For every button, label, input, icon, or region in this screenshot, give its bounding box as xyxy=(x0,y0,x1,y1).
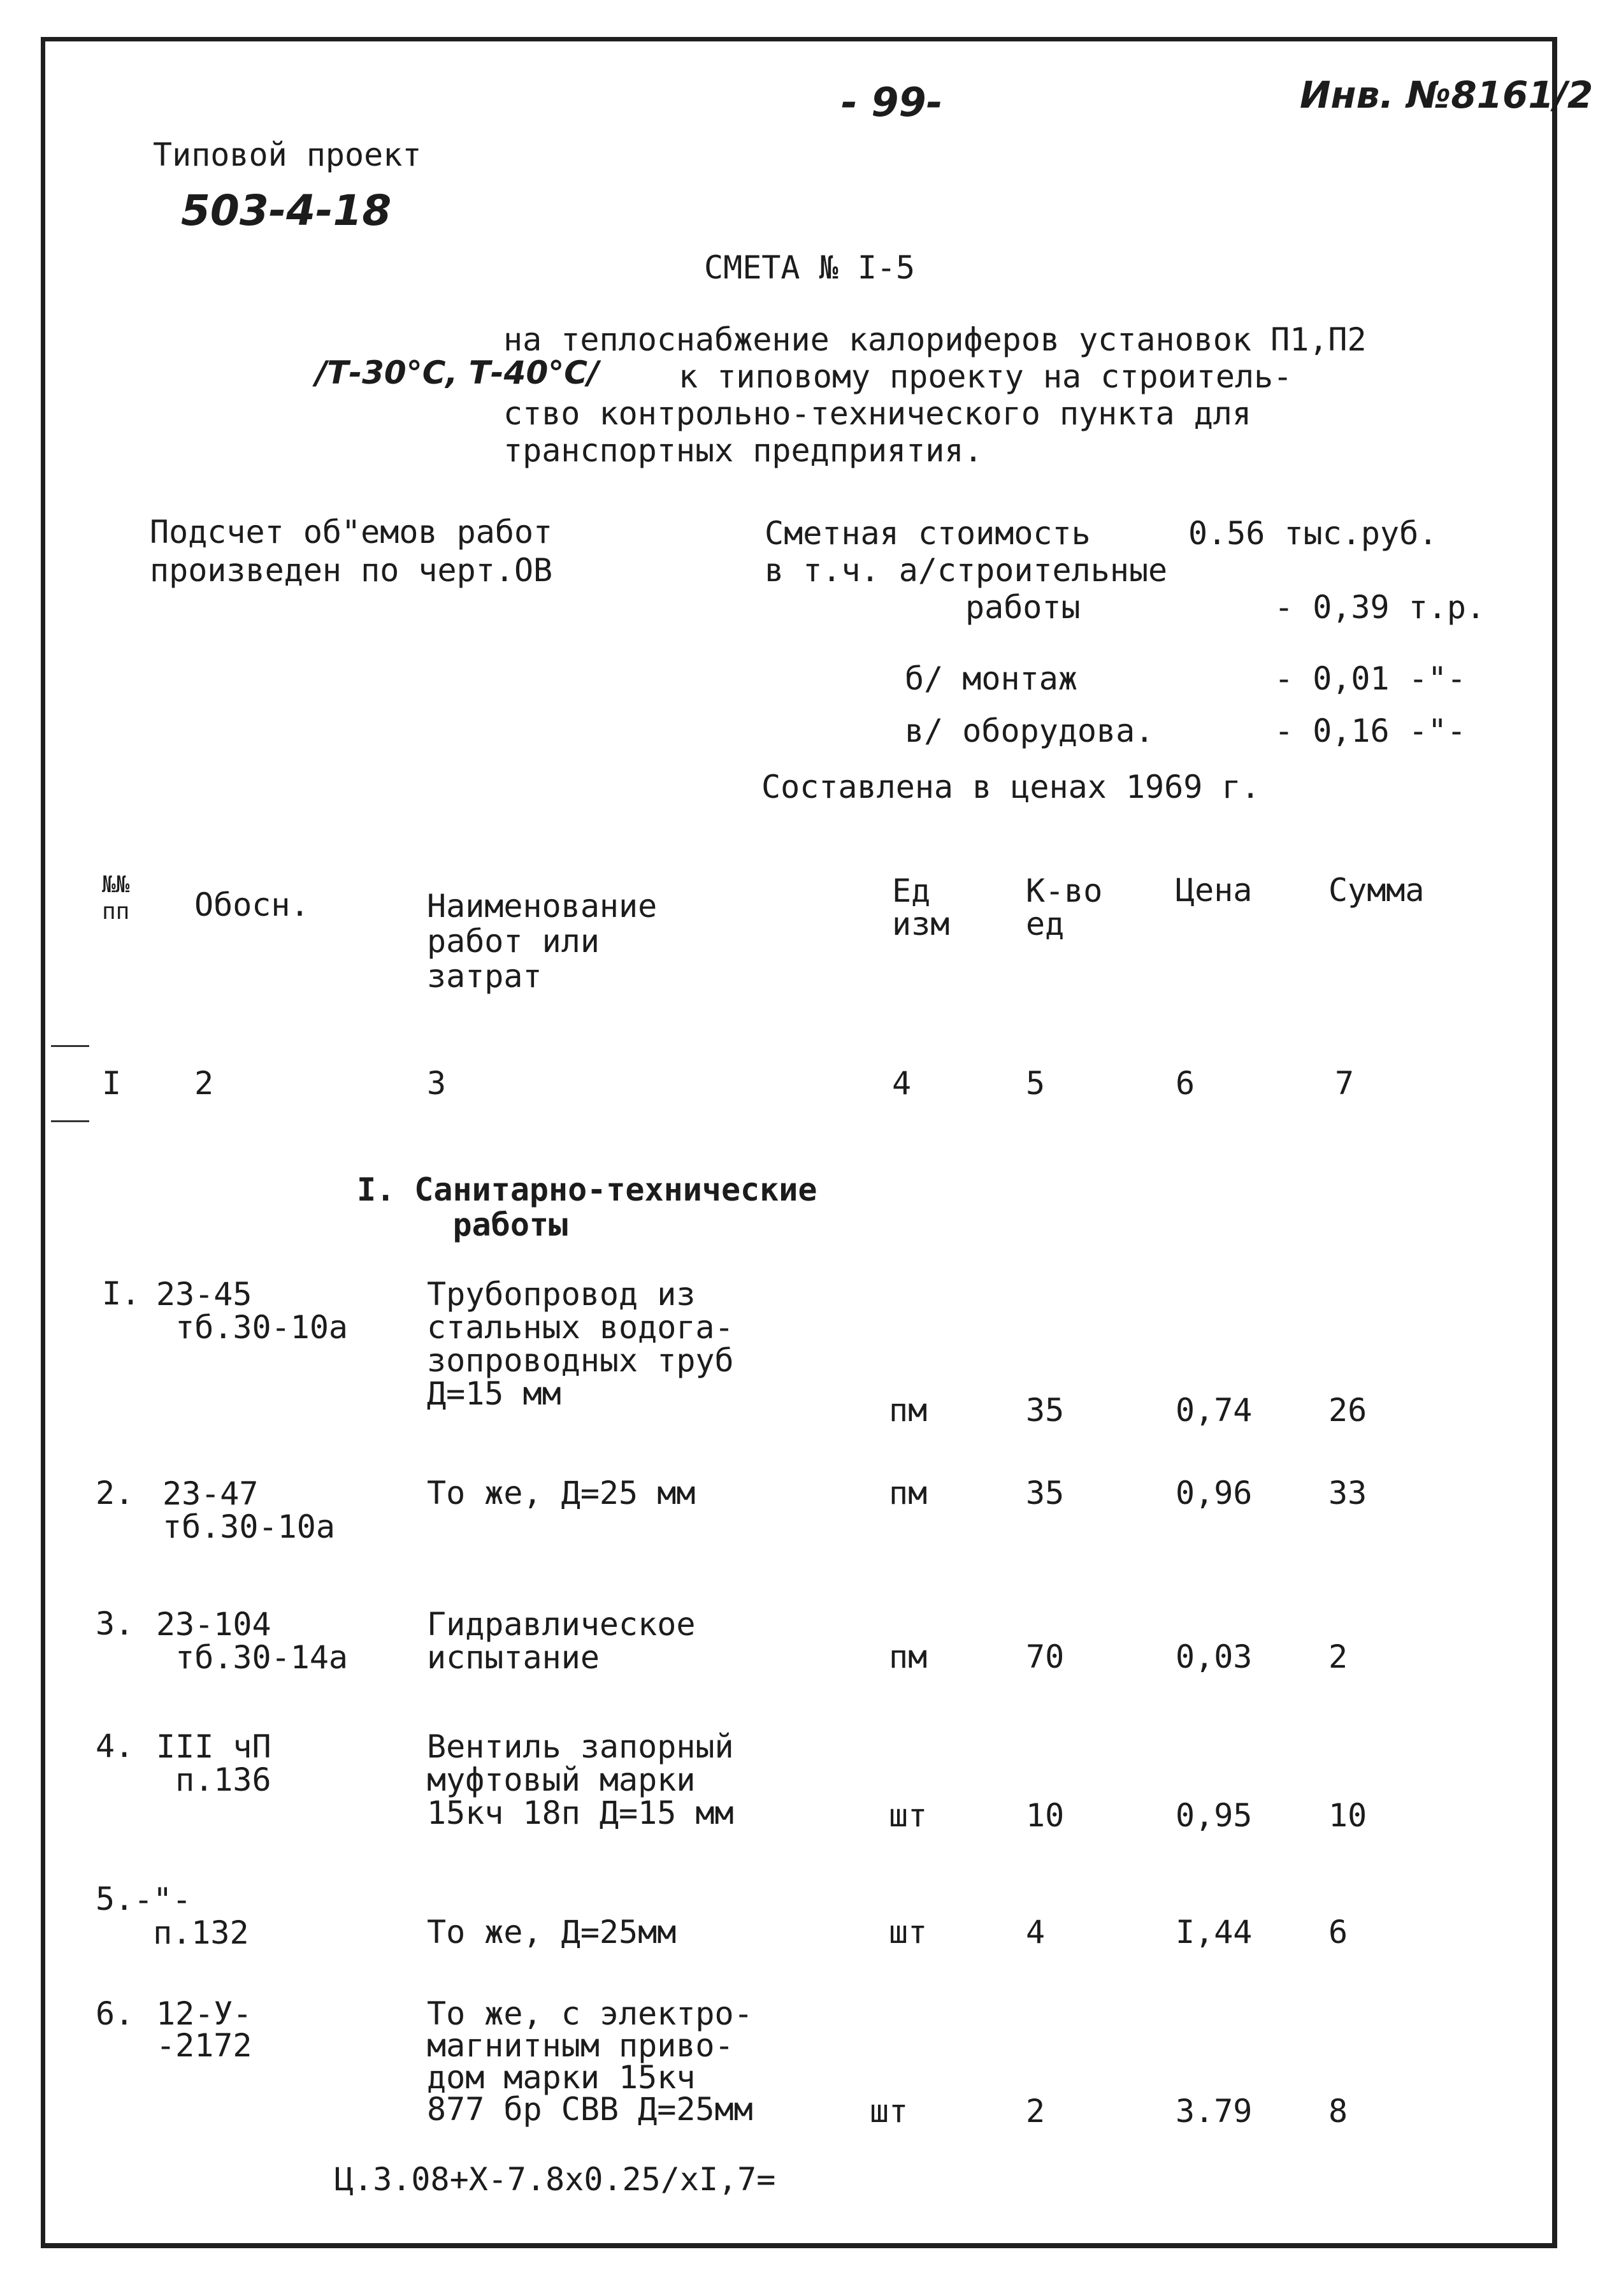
row-1-name: Трубопровод из стальных водога- зопроводных труб Д=15 мм xyxy=(427,1276,734,1412)
row-3-sum: 2 xyxy=(1328,1638,1348,1675)
row-4-price: 0,95 xyxy=(1176,1797,1253,1834)
including-label: в т.ч. а/строительные xyxy=(765,552,1168,589)
row-5-unit: шт xyxy=(889,1914,928,1951)
col-number-7: 7 xyxy=(1335,1065,1355,1102)
row-5-qty: 4 xyxy=(1026,1914,1046,1951)
row-5-name: То же, Д=25мм xyxy=(427,1914,677,1951)
row-1-number: I. xyxy=(102,1275,141,1312)
col-header-number: №№ пп xyxy=(102,872,130,925)
row-4-basis: III чП п.136 xyxy=(156,1728,271,1798)
row-6-name: То же, с электро- магнитным приво- дом марки 15кч 877 бр СВВ Д=25мм xyxy=(427,1995,753,2128)
project-label: Типовой проект xyxy=(153,136,422,173)
row-4-unit: шт xyxy=(889,1797,928,1834)
header-separator xyxy=(51,1045,89,1047)
col-header-sum: Сумма xyxy=(1328,872,1425,909)
col-header-name: Наименование работ или затрат xyxy=(427,888,658,995)
col-header-price: Цена xyxy=(1176,872,1253,909)
row-4-name: Вентиль запорный муфтовый марки 15кч 18п Д=15 мм xyxy=(427,1728,734,1831)
col-header-unit: Ед изм xyxy=(892,872,950,942)
row-6-basis: 12-У- -2172 xyxy=(156,1995,252,2064)
row-2-number: 2. xyxy=(96,1475,134,1512)
col-number-4: 4 xyxy=(892,1065,912,1102)
col-number-1: I xyxy=(102,1065,122,1102)
col-header-qty: К-во ед xyxy=(1026,872,1103,942)
row-1-unit: пм xyxy=(889,1392,928,1429)
row-4-qty: 10 xyxy=(1026,1797,1065,1834)
row-4-number: 4. xyxy=(96,1728,134,1765)
column-number-separator xyxy=(51,1120,89,1122)
row-2-qty: 35 xyxy=(1026,1475,1065,1512)
row-3-number: 3. xyxy=(96,1605,134,1642)
document-title: СМЕТА № I-5 xyxy=(704,249,916,286)
row-3-price: 0,03 xyxy=(1176,1638,1253,1675)
row-5-basis: -"- п.132 xyxy=(134,1881,249,1951)
row-6-unit: шт xyxy=(870,2093,909,2130)
row-1-price: 0,74 xyxy=(1176,1392,1253,1429)
col-number-3: 3 xyxy=(427,1065,447,1102)
installation-label: б/ монтаж xyxy=(905,660,1077,697)
section-title: I. Санитарно-технические работы xyxy=(357,1171,817,1243)
col-number-6: 6 xyxy=(1176,1065,1195,1102)
row-6-qty: 2 xyxy=(1026,2093,1046,2130)
row-3-basis: 23-104 тб.30-14а xyxy=(156,1606,349,1676)
equipment-value: - 0,16 -"- xyxy=(1274,712,1467,749)
row-4-sum: 10 xyxy=(1328,1797,1367,1834)
installation-value: - 0,01 -"- xyxy=(1274,660,1467,697)
row-2-basis: 23-47 тб.30-10а xyxy=(162,1475,335,1545)
page-number: - 99- xyxy=(841,79,943,126)
row-5-price: I,44 xyxy=(1176,1914,1253,1951)
row-1-qty: 35 xyxy=(1026,1392,1065,1429)
equipment-label: в/ оборудова. xyxy=(905,712,1155,749)
inventory-number: Инв. №8161/2 xyxy=(1300,73,1594,117)
volumes-note: Подсчет об"емов работ произведен по черт.ОВ xyxy=(150,514,553,589)
project-number: 503-4-18 xyxy=(181,186,392,235)
row-6-price: 3.79 xyxy=(1176,2093,1253,2130)
col-number-5: 5 xyxy=(1026,1065,1046,1102)
col-number-2: 2 xyxy=(194,1065,214,1102)
row-3-unit: пм xyxy=(889,1638,928,1675)
row-3-name: Гидравлическое испытание xyxy=(427,1606,696,1676)
row-2-price: 0,96 xyxy=(1176,1475,1253,1512)
purpose-line-2: к типовому проекту на строитель- xyxy=(679,358,1293,395)
total-cost-label: Сметная стоимость xyxy=(765,515,1091,552)
row-2-sum: 33 xyxy=(1328,1475,1367,1512)
row-1-sum: 26 xyxy=(1328,1392,1367,1429)
construction-works-label: работы xyxy=(965,589,1081,626)
price-calculation-note: Ц.3.08+Х-7.8х0.25/хI,7= xyxy=(335,2161,776,2198)
row-3-qty: 70 xyxy=(1026,1638,1065,1675)
purpose-line-3: ство контрольно-технического пункта для xyxy=(503,395,1251,432)
col-header-basis: Обосн. xyxy=(194,886,310,923)
row-1-basis: 23-45 тб.30-10а xyxy=(156,1276,349,1346)
purpose-line-1: на теплоснабжение калориферов установок П1,П2 xyxy=(503,321,1367,358)
construction-works-value: - 0,39 т.р. xyxy=(1274,589,1486,626)
row-2-name: То же, Д=25 мм xyxy=(427,1475,696,1512)
row-2-unit: пм xyxy=(889,1475,928,1512)
row-5-sum: 6 xyxy=(1328,1914,1348,1951)
temperature-note: /Т-30°С, Т-40°С/ xyxy=(315,354,600,391)
prices-year-note: Составлена в ценах 1969 г. xyxy=(761,769,1260,805)
purpose-line-4: транспортных предприятия. xyxy=(503,432,983,469)
row-5-number: 5. xyxy=(96,1881,134,1917)
total-cost-value: 0.56 тыс.руб. xyxy=(1188,515,1438,552)
row-6-sum: 8 xyxy=(1328,2093,1348,2130)
row-6-number: 6. xyxy=(96,1995,134,2032)
